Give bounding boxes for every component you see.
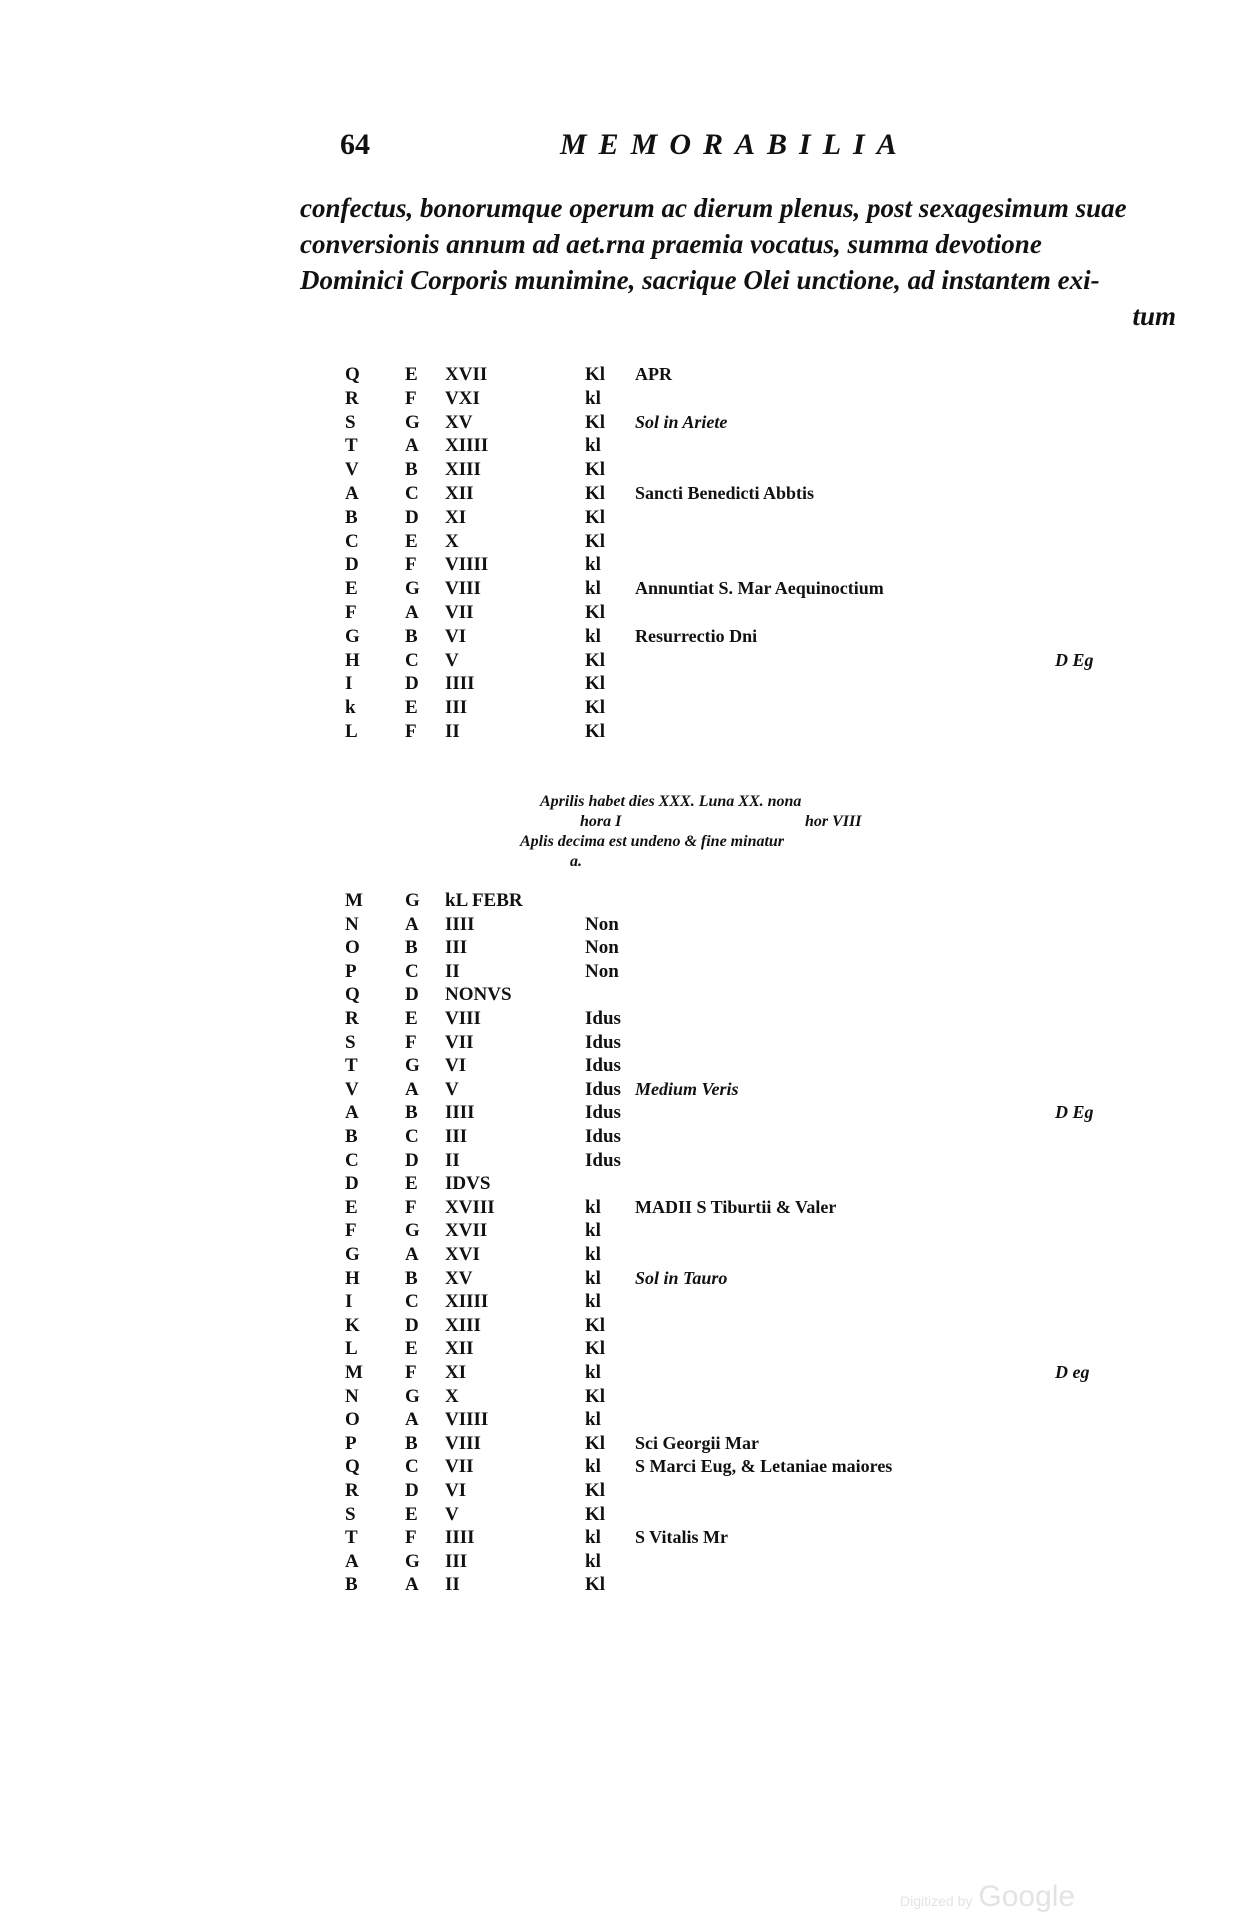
dominical-letter: B bbox=[405, 1102, 418, 1124]
dominical-letter: E bbox=[405, 1503, 418, 1525]
dominical-letter: C bbox=[405, 1456, 419, 1478]
cycle-letter: I bbox=[345, 673, 353, 695]
day-numeral: XIII bbox=[445, 459, 481, 481]
reckoning-term: Idus bbox=[585, 1126, 621, 1147]
cycle-letter: G bbox=[345, 1244, 360, 1265]
feast-text: Medium Veris bbox=[635, 1078, 739, 1099]
dominical-letter: G bbox=[405, 890, 420, 911]
dominical-letter: A bbox=[405, 602, 419, 623]
cycle-letter: G bbox=[345, 625, 360, 647]
cycle-letter: S bbox=[345, 411, 356, 433]
intro-paragraph bbox=[300, 190, 1200, 334]
cycle-letter: B bbox=[345, 1574, 358, 1596]
reckoning-term: Idus bbox=[585, 1078, 621, 1100]
dominical-letter: D bbox=[405, 1149, 419, 1171]
cycle-letter: O bbox=[345, 1409, 360, 1431]
cycle-letter: S bbox=[345, 1503, 356, 1525]
cycle-letter: I bbox=[345, 1291, 353, 1313]
cycle-letter: C bbox=[345, 530, 359, 552]
cycle-letter: C bbox=[345, 1149, 359, 1171]
feast-text: APR bbox=[635, 364, 672, 384]
reckoning-term: Kl bbox=[585, 483, 606, 504]
cycle-letter: A bbox=[345, 1102, 359, 1124]
day-numeral: IIII bbox=[445, 673, 475, 695]
day-numeral: II bbox=[445, 721, 460, 742]
cycle-letter: M bbox=[345, 1362, 363, 1383]
watermark-prefix: Digitized by bbox=[900, 1893, 973, 1909]
cycle-letter: R bbox=[345, 1480, 359, 1501]
april-heading-hour-left: hora I bbox=[580, 813, 622, 830]
dominical-letter: A bbox=[405, 1409, 419, 1431]
day-numeral: II bbox=[445, 1574, 460, 1596]
day-numeral: NONVS bbox=[445, 984, 512, 1006]
dominical-letter: F bbox=[405, 1031, 417, 1053]
reckoning-term: Non bbox=[585, 960, 619, 982]
day-numeral: XI bbox=[445, 506, 467, 528]
reckoning-term: Kl bbox=[585, 1480, 606, 1501]
day-numeral: III bbox=[445, 697, 468, 719]
reckoning-term: Kl bbox=[585, 1574, 606, 1596]
dominical-letter: E bbox=[405, 1008, 418, 1029]
cycle-letter: B bbox=[345, 506, 358, 528]
cycle-letter: T bbox=[345, 435, 358, 457]
reckoning-term: Kl bbox=[585, 506, 606, 528]
april-heading-hour-right: hor VIII bbox=[805, 813, 862, 830]
dominical-letter: E bbox=[405, 1338, 418, 1360]
feast-text: Sol in Tauro bbox=[635, 1267, 728, 1288]
day-numeral: V bbox=[445, 1503, 459, 1525]
feast-text: Sol in Ariete bbox=[635, 411, 728, 432]
dominical-letter: G bbox=[405, 578, 420, 600]
cycle-letter: F bbox=[345, 602, 357, 623]
day-numeral: XVII bbox=[445, 1220, 488, 1242]
cycle-letter: Q bbox=[345, 364, 360, 385]
dominical-letter: F bbox=[405, 1527, 417, 1549]
cycle-letter: H bbox=[345, 1267, 360, 1289]
dominical-letter: E bbox=[405, 1173, 418, 1195]
reckoning-term: Idus bbox=[585, 1055, 621, 1077]
cycle-letter: H bbox=[345, 649, 360, 671]
dominical-letter: C bbox=[405, 1291, 419, 1313]
day-numeral: VIII bbox=[445, 578, 481, 600]
dominical-letter: D bbox=[405, 673, 419, 695]
reckoning-term: Idus bbox=[585, 1149, 621, 1171]
cycle-letter: M bbox=[345, 890, 363, 911]
reckoning-term: Kl bbox=[585, 1432, 606, 1454]
day-numeral: XIII bbox=[445, 1314, 481, 1336]
cycle-letter: R bbox=[345, 387, 359, 409]
margin-note: D Eg bbox=[1055, 649, 1094, 670]
day-numeral: III bbox=[445, 1550, 468, 1572]
dominical-letter: C bbox=[405, 483, 419, 504]
reckoning-term: Idus bbox=[585, 1008, 621, 1029]
feast-text: Resurrectio Dni bbox=[635, 625, 758, 646]
cycle-letter: Q bbox=[345, 1456, 360, 1478]
cycle-letter: F bbox=[345, 1220, 357, 1242]
margin-note: D Eg bbox=[1055, 1102, 1094, 1123]
dominical-letter: D bbox=[405, 984, 419, 1006]
dominical-letter: A bbox=[405, 913, 419, 935]
feast-text: S Marci Eug, & Letaniae maiores bbox=[635, 1456, 893, 1477]
day-numeral: IIII bbox=[445, 1527, 475, 1549]
cycle-letter: V bbox=[345, 1078, 359, 1100]
day-numeral: VIII bbox=[445, 1008, 481, 1029]
reckoning-term: kl bbox=[585, 1527, 601, 1549]
dominical-letter: F bbox=[405, 1362, 417, 1383]
day-numeral: XV bbox=[445, 1267, 473, 1289]
cycle-letter: P bbox=[345, 960, 357, 982]
margin-note: D eg bbox=[1055, 1362, 1090, 1382]
cycle-letter: K bbox=[345, 1314, 360, 1336]
cycle-letter: T bbox=[345, 1527, 358, 1549]
cycle-letter: A bbox=[345, 483, 359, 504]
reckoning-term: kl bbox=[585, 387, 601, 409]
cycle-letter: A bbox=[345, 1550, 359, 1572]
cycle-letter: D bbox=[345, 1173, 359, 1195]
intro-line: tum bbox=[1132, 301, 1176, 331]
dominical-letter: C bbox=[405, 960, 419, 982]
reckoning-term: kl bbox=[585, 578, 601, 600]
feast-text: MADII S Tiburtii & Valer bbox=[635, 1196, 837, 1217]
day-numeral: X bbox=[445, 530, 459, 552]
dominical-letter: D bbox=[405, 1314, 419, 1336]
dominical-letter: F bbox=[405, 1196, 417, 1218]
feast-text: Sci Georgii Mar bbox=[635, 1432, 759, 1453]
running-title: MEMORABILIA bbox=[560, 128, 909, 161]
day-numeral: XI bbox=[445, 1362, 467, 1383]
reckoning-term: Kl bbox=[585, 673, 606, 695]
dominical-letter: A bbox=[405, 1574, 419, 1596]
intro-line: conversionis annum ad aet.rna praemia vocatus, summa devotione bbox=[300, 229, 1042, 259]
day-numeral: VIIII bbox=[445, 1409, 489, 1431]
dominical-letter: B bbox=[405, 937, 418, 959]
dominical-letter: G bbox=[405, 1055, 420, 1077]
reckoning-term: kl bbox=[585, 1267, 601, 1289]
feast-text: Annuntiat S. Mar Aequinoctium bbox=[635, 578, 884, 599]
dominical-letter: B bbox=[405, 625, 418, 647]
day-numeral: V bbox=[445, 649, 459, 671]
dominical-letter: G bbox=[405, 1550, 420, 1572]
day-numeral: XV bbox=[445, 411, 473, 433]
intro-line: confectus, bonorumque operum ac dierum plenus, post sexagesimum suae bbox=[300, 193, 1127, 223]
dominical-letter: C bbox=[405, 649, 419, 671]
reckoning-term: kl bbox=[585, 1362, 601, 1383]
day-numeral: VII bbox=[445, 1456, 474, 1478]
day-numeral: II bbox=[445, 1149, 460, 1171]
watermark-brand: Google bbox=[978, 1880, 1076, 1913]
dominical-letter: B bbox=[405, 1432, 418, 1454]
cycle-letter: N bbox=[345, 913, 359, 935]
day-numeral: VII bbox=[445, 1031, 474, 1053]
reckoning-term: Kl bbox=[585, 459, 606, 481]
day-numeral: VIII bbox=[445, 1432, 481, 1454]
dominical-letter: C bbox=[405, 1126, 419, 1147]
dominical-letter: E bbox=[405, 530, 418, 552]
dominical-letter: D bbox=[405, 1480, 419, 1501]
dominical-letter: E bbox=[405, 697, 418, 719]
cycle-letter: N bbox=[345, 1385, 359, 1407]
cycle-letter: k bbox=[345, 697, 356, 719]
day-numeral: IIII bbox=[445, 913, 475, 935]
dominical-letter: E bbox=[405, 364, 418, 385]
dominical-letter: D bbox=[405, 506, 419, 528]
page-number: 64 bbox=[340, 128, 370, 161]
watermark bbox=[900, 1880, 1075, 1914]
feast-text: S Vitalis Mr bbox=[635, 1527, 728, 1548]
dominical-letter: A bbox=[405, 435, 419, 457]
april-heading-line: Aprilis habet dies XXX. Luna XX. nona bbox=[540, 793, 802, 810]
cycle-letter: R bbox=[345, 1008, 359, 1029]
intro-line: Dominici Corporis munimine, sacrique Olei unctione, ad instantem exi- bbox=[300, 265, 1100, 295]
cycle-letter: L bbox=[345, 721, 358, 742]
day-numeral: V bbox=[445, 1078, 459, 1100]
day-numeral: VI bbox=[445, 625, 467, 647]
cycle-letter: O bbox=[345, 937, 360, 959]
april-heading-line bbox=[540, 812, 960, 832]
dominical-letter: G bbox=[405, 1385, 420, 1407]
cycle-letter: S bbox=[345, 1031, 356, 1053]
reckoning-term: Kl bbox=[585, 649, 606, 671]
cycle-letter: V bbox=[345, 459, 359, 481]
day-numeral: XVIII bbox=[445, 1196, 495, 1218]
cycle-letter: L bbox=[345, 1338, 358, 1360]
reckoning-term: Non bbox=[585, 937, 619, 959]
reckoning-term: Kl bbox=[585, 530, 606, 552]
reckoning-term: Kl bbox=[585, 1314, 606, 1336]
day-numeral: VI bbox=[445, 1055, 467, 1077]
reckoning-term: Kl bbox=[585, 602, 606, 623]
april-heading-line: a. bbox=[570, 853, 582, 870]
day-numeral: VI bbox=[445, 1480, 467, 1501]
reckoning-term: Non bbox=[585, 913, 619, 935]
cycle-letter: T bbox=[345, 1055, 358, 1077]
dominical-letter: F bbox=[405, 387, 417, 409]
day-numeral: XII bbox=[445, 483, 474, 504]
reckoning-term: kl bbox=[585, 1409, 601, 1431]
dominical-letter: F bbox=[405, 721, 417, 742]
reckoning-term: Kl bbox=[585, 1385, 606, 1407]
reckoning-term: kl bbox=[585, 1291, 601, 1313]
day-numeral: VII bbox=[445, 602, 474, 623]
dominical-letter: G bbox=[405, 411, 420, 433]
reckoning-term: Kl bbox=[585, 721, 606, 742]
reckoning-term: Idus bbox=[585, 1031, 621, 1053]
day-numeral: XIIII bbox=[445, 1291, 489, 1313]
day-numeral: XII bbox=[445, 1338, 474, 1360]
reckoning-term: kl bbox=[585, 625, 601, 647]
cycle-letter: P bbox=[345, 1432, 357, 1454]
reckoning-term: Kl bbox=[585, 1338, 606, 1360]
dominical-letter: F bbox=[405, 554, 417, 576]
cycle-letter: D bbox=[345, 554, 359, 576]
feast-text: Sancti Benedicti Abbtis bbox=[635, 483, 815, 503]
cycle-letter: E bbox=[345, 1196, 358, 1218]
reckoning-term: Kl bbox=[585, 697, 606, 719]
dominical-letter: A bbox=[405, 1078, 419, 1100]
day-numeral: III bbox=[445, 1126, 468, 1147]
day-numeral: kL FEBR bbox=[445, 890, 523, 911]
april-heading bbox=[520, 792, 960, 872]
reckoning-term: Idus bbox=[585, 1102, 621, 1124]
reckoning-term: kl bbox=[585, 1456, 601, 1478]
dominical-letter: G bbox=[405, 1220, 420, 1242]
dominical-letter: A bbox=[405, 1244, 419, 1265]
day-numeral: IIII bbox=[445, 1102, 475, 1124]
cycle-letter: B bbox=[345, 1126, 358, 1147]
page-header bbox=[300, 128, 1100, 168]
day-numeral: VXI bbox=[445, 387, 480, 409]
day-numeral: X bbox=[445, 1385, 459, 1407]
reckoning-term: kl bbox=[585, 554, 601, 576]
day-numeral: VIIII bbox=[445, 554, 489, 576]
reckoning-term: kl bbox=[585, 1550, 601, 1572]
day-numeral: II bbox=[445, 960, 460, 982]
cycle-letter: E bbox=[345, 578, 358, 600]
dominical-letter: B bbox=[405, 1267, 418, 1289]
day-numeral: XVII bbox=[445, 364, 488, 385]
cycle-letter: Q bbox=[345, 984, 360, 1006]
reckoning-term: Kl bbox=[585, 364, 606, 385]
day-numeral: III bbox=[445, 937, 468, 959]
dominical-letter: B bbox=[405, 459, 418, 481]
reckoning-term: Kl bbox=[585, 1503, 606, 1525]
april-heading-line: Aplis decima est undeno & fine minatur bbox=[520, 833, 785, 850]
reckoning-term: kl bbox=[585, 1220, 601, 1242]
day-numeral: XVI bbox=[445, 1244, 480, 1265]
day-numeral: XIIII bbox=[445, 435, 489, 457]
day-numeral: IDVS bbox=[445, 1173, 491, 1195]
reckoning-term: kl bbox=[585, 435, 601, 457]
reckoning-term: kl bbox=[585, 1196, 601, 1218]
reckoning-term: kl bbox=[585, 1244, 601, 1265]
reckoning-term: Kl bbox=[585, 411, 606, 433]
